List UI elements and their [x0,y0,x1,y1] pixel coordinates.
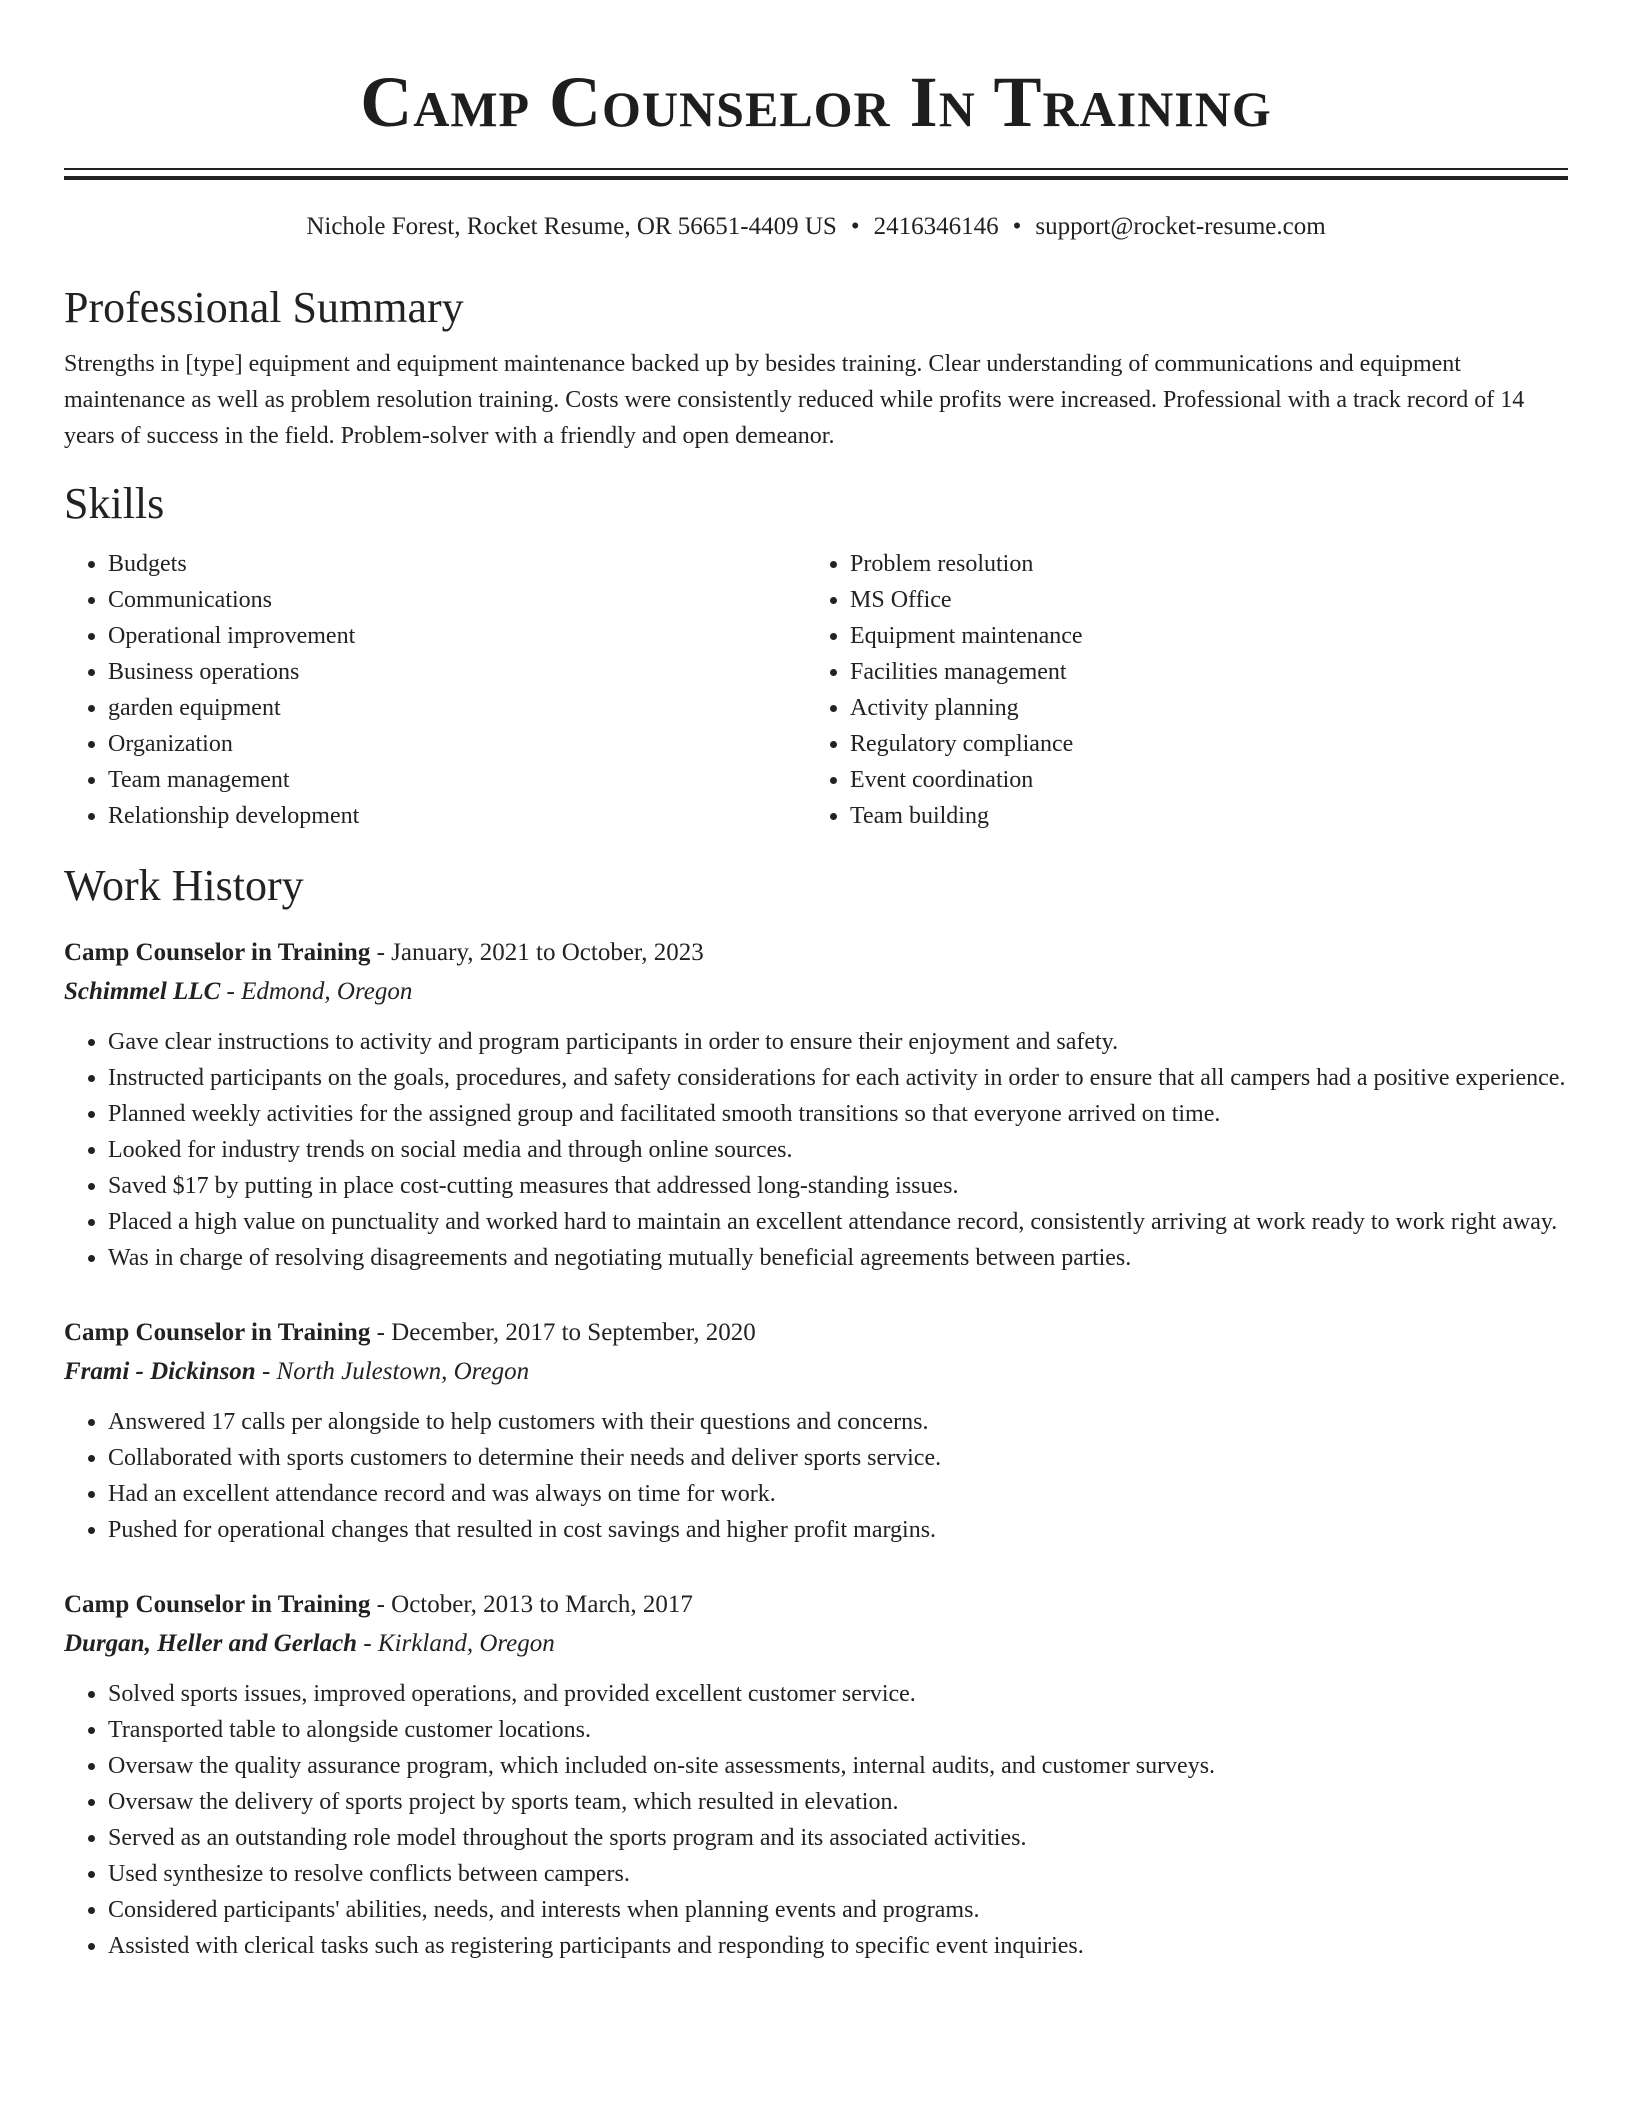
skill-item: • Equipment maintenance [850,618,1548,654]
skill-item: • Event coordination [850,762,1548,798]
job-bullet: • Saved $17 by putting in place cost-cutting measures that addressed long-standing issues. [108,1168,1568,1204]
job-dash: - [370,1319,392,1346]
job-role: Camp Counselor in Training [64,1591,371,1618]
title-divider-thin [64,168,1568,170]
job-bullet: • Answered 17 calls per alongside to help customers with their questions and concerns. [108,1404,1568,1440]
skill-item: • Business operations [108,654,806,690]
job-bullets [64,1404,1568,1548]
job-location: Edmond, Oregon [241,978,413,1005]
job-dates: October, 2013 to March, 2017 [391,1591,693,1618]
contact-address: Nichole Forest, Rocket Resume, OR 56651-4409 US [306,213,837,240]
job-entry [64,934,1568,1276]
work-history-heading: Work History [64,861,304,910]
job-title-line [64,934,1568,972]
job-dash: - [220,978,242,1005]
summary-section [64,282,1568,454]
job-bullets [64,1676,1568,1964]
job-bullet: • Oversaw the delivery of sports project by sports team, which resulted in elevation. [108,1784,1568,1820]
job-entry [64,1314,1568,1548]
job-bullet: • Oversaw the quality assurance program, which included on-site assessments, internal audits, and customer surveys. [108,1748,1568,1784]
skill-item: • Regulatory compliance [850,726,1548,762]
job-bullets [64,1024,1568,1276]
skill-item: • garden equipment [108,690,806,726]
skill-item: • MS Office [850,582,1548,618]
job-bullet: • Placed a high value on punctuality and worked hard to maintain an excellent attendance record, consistently arriving at work ready to work right away. [108,1204,1568,1240]
skill-item: • Relationship development [108,798,806,834]
job-title-line [64,1314,1568,1352]
job-bullet: • Instructed participants on the goals, procedures, and safety considerations for each activity in order to ensure that all campers had a positive experience. [108,1060,1568,1096]
skill-item: • Communications [108,582,806,618]
job-bullet: • Gave clear instructions to activity and program participants in order to ensure their enjoyment and safety. [108,1024,1568,1060]
job-bullet: • Solved sports issues, improved operations, and provided excellent customer service. [108,1676,1568,1712]
contact-email: support@rocket-resume.com [1035,213,1326,240]
job-dash: - [255,1358,277,1385]
job-title-line [64,1586,1568,1624]
contact-line [64,212,1568,242]
job-bullet: • Looked for industry trends on social media and through online sources. [108,1132,1568,1168]
job-role: Camp Counselor in Training [64,939,371,966]
job-bullet: • Considered participants' abilities, needs, and interests when planning events and programs. [108,1892,1568,1928]
job-company-line [64,972,1568,1012]
job-role: Camp Counselor in Training [64,1319,371,1346]
work-history-section [64,860,1568,1964]
skills-heading: Skills [64,479,165,528]
job-entry [64,1586,1568,1964]
contact-separator: • [1012,213,1022,240]
job-dash: - [370,1591,392,1618]
job-company-line [64,1624,1568,1664]
job-bullet: • Assisted with clerical tasks such as registering participants and responding to specific event inquiries. [108,1928,1568,1964]
skills-column-right [806,546,1548,834]
resume-title: Camp Counselor In Training [360,62,1272,142]
contact-separator: • [850,213,860,240]
skills-column-left [64,546,806,834]
skill-item: • Problem resolution [850,546,1548,582]
skill-item: • Team management [108,762,806,798]
job-bullet: • Pushed for operational changes that resulted in cost savings and higher profit margins. [108,1512,1568,1548]
job-bullet: • Used synthesize to resolve conflicts between campers. [108,1856,1568,1892]
job-dates: January, 2021 to October, 2023 [391,939,704,966]
skill-item: • Organization [108,726,806,762]
resume-page [64,0,1568,1964]
skill-item: • Operational improvement [108,618,806,654]
job-dash: - [357,1630,378,1657]
summary-heading: Professional Summary [64,283,464,332]
skills-grid [64,546,1568,834]
job-location: Kirkland, Oregon [377,1630,555,1657]
job-dates: December, 2017 to September, 2020 [391,1319,756,1346]
skill-item: • Activity planning [850,690,1548,726]
contact-phone: 2416346146 [873,213,999,240]
title-divider-thick [64,176,1568,180]
job-company: Schimmel LLC [64,978,221,1005]
skills-section [64,478,1568,834]
job-bullet: • Served as an outstanding role model throughout the sports program and its associated activities. [108,1820,1568,1856]
job-bullet: • Was in charge of resolving disagreements and negotiating mutually beneficial agreements between parties. [108,1240,1568,1276]
skill-item: • Facilities management [850,654,1548,690]
job-bullet: • Planned weekly activities for the assigned group and facilitated smooth transitions so that everyone arrived on time. [108,1096,1568,1132]
summary-text: Strengths in [type] equipment and equipment maintenance backed up by besides training. Clear understanding of communications and equipment maintenance as well as problem resolution training. Costs were consistently reduced while profits were increased. Professional with a track record of 14 years of success in the field. Problem-solver with a friendly and open demeanor. [64,351,1525,449]
job-bullet: • Transported table to alongside customer locations. [108,1712,1568,1748]
job-location: North Julestown, Oregon [276,1358,530,1385]
skill-item: • Team building [850,798,1548,834]
skill-item: • Budgets [108,546,806,582]
job-dash: - [370,939,392,966]
job-company-line [64,1352,1568,1392]
job-company: Durgan, Heller and Gerlach [64,1630,358,1657]
job-bullet: • Had an excellent attendance record and was always on time for work. [108,1476,1568,1512]
job-company: Frami - Dickinson [64,1358,256,1385]
job-bullet: • Collaborated with sports customers to determine their needs and deliver sports service. [108,1440,1568,1476]
